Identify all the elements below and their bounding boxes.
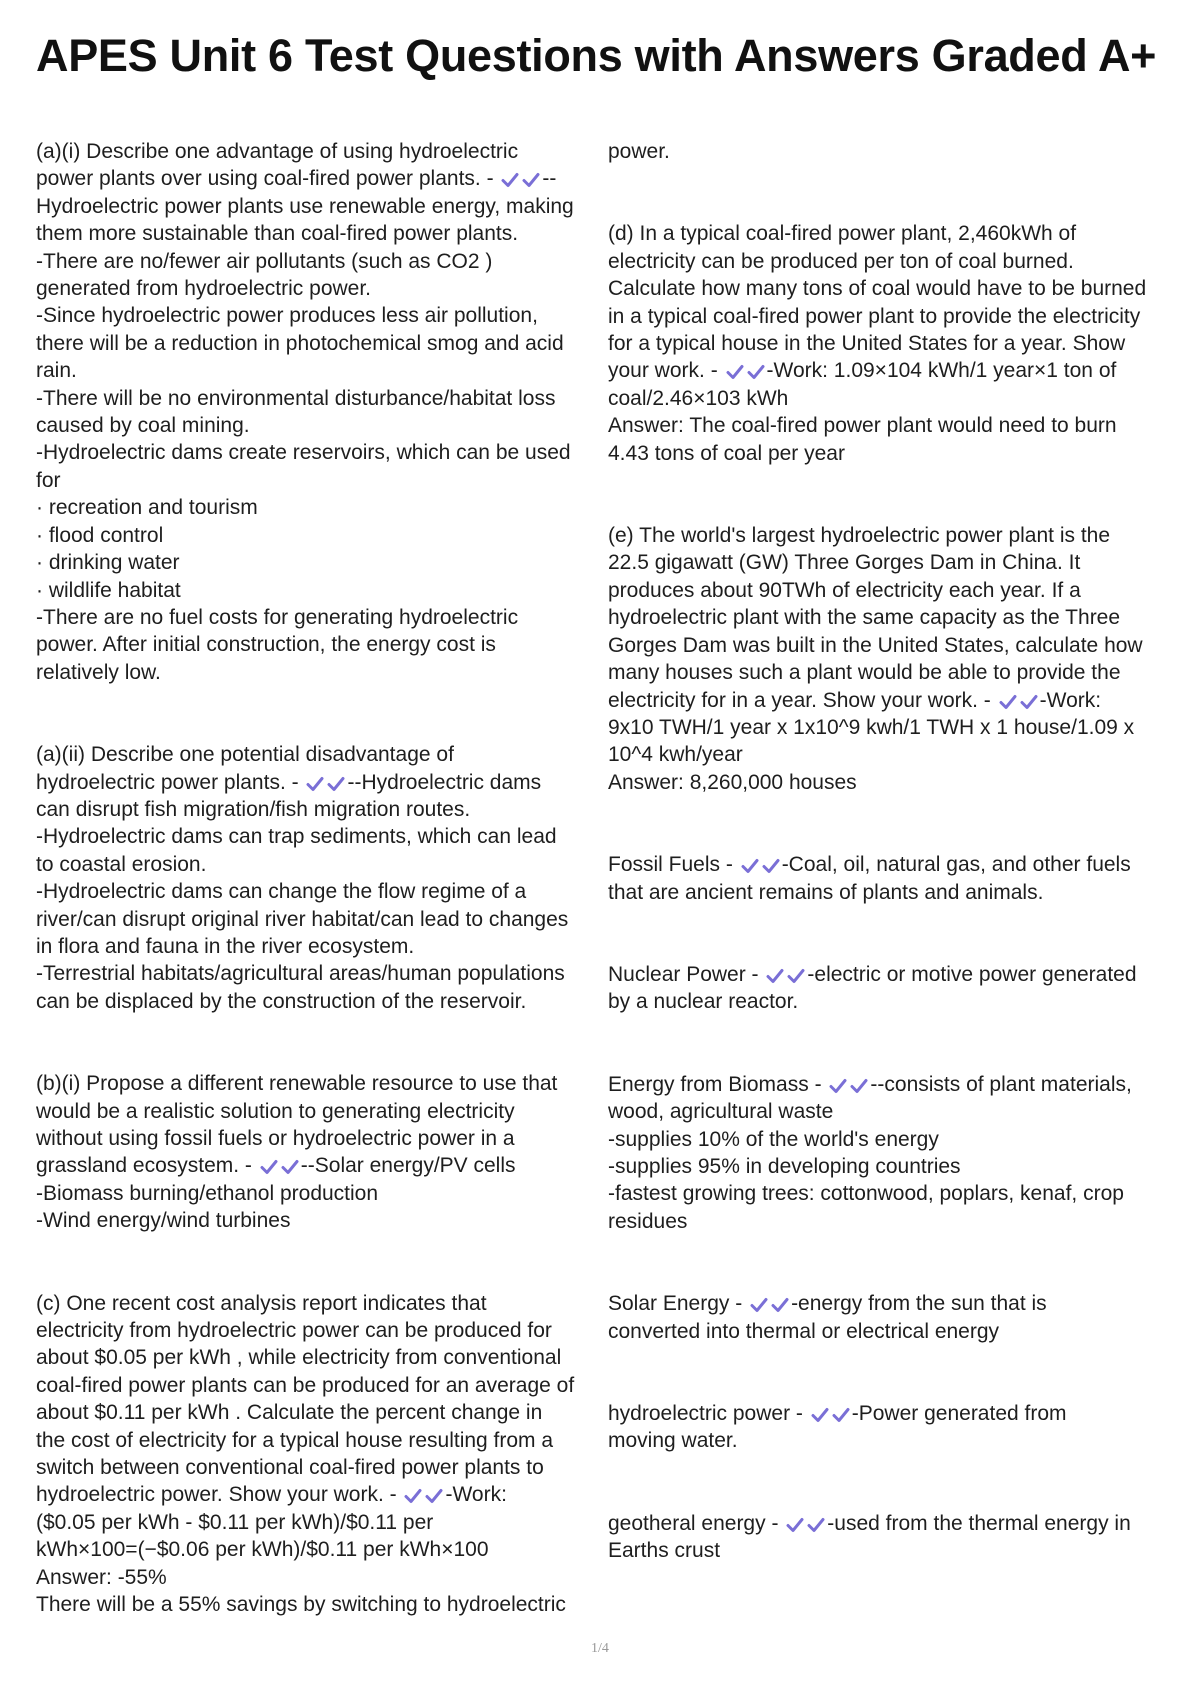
answer-text: -Power generated from bbox=[851, 1402, 1067, 1425]
page-title: APES Unit 6 Test Questions with Answers Graded A+ bbox=[36, 30, 1157, 81]
term-text: Solar Energy - bbox=[608, 1292, 749, 1316]
text-line: (a)(i) Describe one advantage of using hydroelectric bbox=[36, 140, 519, 163]
double-check-icon bbox=[786, 1517, 825, 1533]
text-line: without using fossil fuels or hydroelectric power in a bbox=[36, 1127, 515, 1150]
text-line: -Hydroelectric dams can trap sediments, which can lead bbox=[36, 825, 557, 849]
double-check-icon bbox=[501, 172, 540, 188]
text-line bbox=[608, 851, 1178, 878]
answer-text: --Hydroelectric dams bbox=[347, 770, 542, 794]
text-line: 9x10 TWH/1 year x 1x10^9 kwh/1 TWH x 1 house/1.09 x bbox=[608, 715, 1135, 739]
text-line: about $0.05 per kWh , while electricity from conventional bbox=[36, 1346, 562, 1370]
term-text: Nuclear Power - bbox=[608, 962, 765, 986]
text-line: 10^4 kwh/year bbox=[608, 743, 743, 767]
text-line: for a typical house in the United States for a year. Show bbox=[608, 332, 1126, 356]
answer-text: -electric or motive power generated bbox=[807, 962, 1137, 986]
text-line: the cost of electricity for a typical house resulting from a bbox=[36, 1428, 554, 1452]
text-line: can disrupt fish migration/fish migration routes. bbox=[36, 797, 471, 821]
text-line: caused by coal mining. bbox=[36, 414, 250, 438]
text-line: relatively low. bbox=[36, 660, 161, 684]
text-line: residues bbox=[608, 1209, 688, 1233]
text-line bbox=[608, 961, 1178, 988]
text-line: Hydroelectric power plants use renewable energy, making bbox=[36, 194, 574, 218]
answer-text: -energy from the sun that is bbox=[791, 1292, 1047, 1316]
text-line: -Since hydroelectric power produces less air pollution, bbox=[36, 304, 538, 328]
double-check-icon bbox=[811, 1407, 850, 1423]
text-line: -There are no/fewer air pollutants (such as CO2 ) bbox=[36, 249, 493, 273]
text-line: coal-fired power plants can be produced for an average of bbox=[36, 1373, 575, 1397]
text-line: there will be a reduction in photochemical smog and acid bbox=[36, 331, 564, 355]
text-line: Gorges Dam was built in the United States, calculate how bbox=[608, 633, 1143, 657]
text-line: There will be a 55% savings by switching to hydroelectric bbox=[36, 1593, 566, 1617]
text-line: many houses such a plant would be able to provide the bbox=[608, 661, 1121, 685]
double-check-icon bbox=[260, 1159, 299, 1175]
double-check-icon bbox=[766, 968, 805, 984]
term-text: power plants over using coal-fired power plants. - bbox=[36, 167, 500, 191]
answer-text: -Work: bbox=[1039, 688, 1102, 712]
text-line: river/can disrupt original river habitat/can lead to changes bbox=[36, 907, 569, 931]
text-line: -Wind energy/wind turbines bbox=[36, 1209, 291, 1233]
term-text: hydroelectric power. Show your work. - bbox=[36, 1483, 403, 1507]
left-column bbox=[36, 138, 604, 1674]
qa-entry bbox=[608, 1290, 1178, 1345]
qa-entry bbox=[36, 741, 604, 1015]
text-line bbox=[36, 1152, 604, 1179]
answer-text: --consists of plant materials, bbox=[870, 1072, 1132, 1096]
term-text: Fossil Fuels - bbox=[608, 853, 739, 877]
text-line: switch between conventional coal-fired power plants to bbox=[36, 1456, 544, 1480]
qa-entry bbox=[608, 1071, 1178, 1235]
text-line: · flood control bbox=[36, 523, 164, 547]
answer-text: --Solar energy/PV cells bbox=[300, 1154, 516, 1178]
page-number: 1/4 bbox=[591, 1641, 609, 1656]
text-line: Calculate how many tons of coal would have to be burned bbox=[608, 277, 1147, 301]
text-line bbox=[608, 1510, 1178, 1537]
term-text: hydroelectric power plants. - bbox=[36, 770, 305, 794]
text-line: · recreation and tourism bbox=[36, 496, 258, 520]
text-line: to coastal erosion. bbox=[36, 852, 207, 876]
text-line bbox=[36, 165, 604, 192]
text-line: would be a realistic solution to generating electricity bbox=[36, 1099, 515, 1123]
text-line bbox=[608, 1400, 1178, 1427]
term-text: your work. - bbox=[608, 359, 724, 383]
text-line: -Hydroelectric dams can change the flow regime of a bbox=[36, 880, 527, 904]
text-line: ($0.05 per kWh - $0.11 per kWh)/$0.11 per bbox=[36, 1510, 434, 1534]
text-line: in a typical coal-fired power plant to provide the electricity bbox=[608, 304, 1141, 328]
text-line: (e) The world's largest hydroelectric power plant is the bbox=[608, 524, 1111, 548]
double-check-icon bbox=[306, 776, 345, 792]
qa-entry bbox=[608, 220, 1178, 467]
text-line: (c) One recent cost analysis report indicates that bbox=[36, 1291, 487, 1315]
text-line: in flora and fauna in the river ecosystem. bbox=[36, 934, 415, 958]
text-line: Answer: -55% bbox=[36, 1565, 167, 1589]
text-line bbox=[608, 1290, 1178, 1317]
text-line: 4.43 tons of coal per year bbox=[608, 441, 845, 465]
text-line: coal/2.46×103 kWh bbox=[608, 386, 789, 410]
text-line: wood, agricultural waste bbox=[608, 1100, 834, 1124]
text-line bbox=[36, 769, 604, 796]
text-line: -Terrestrial habitats/agricultural areas/human populations bbox=[36, 962, 565, 986]
double-check-icon bbox=[999, 694, 1038, 710]
text-line bbox=[36, 1481, 604, 1508]
text-line: -Biomass burning/ethanol production bbox=[36, 1181, 379, 1205]
text-line: Earths crust bbox=[608, 1539, 721, 1563]
text-line: generated from hydroelectric power. bbox=[36, 277, 372, 301]
text-line: 22.5 gigawatt (GW) Three Gorges Dam in China. It bbox=[608, 551, 1081, 575]
double-check-icon bbox=[750, 1297, 789, 1313]
qa-entry bbox=[608, 522, 1178, 796]
term-text: hydroelectric power - bbox=[608, 1402, 809, 1425]
double-check-icon bbox=[741, 858, 780, 874]
text-line: -There are no fuel costs for generating hydroelectric bbox=[36, 605, 519, 629]
text-line: produces about 90TWh of electricity each year. If a bbox=[608, 578, 1081, 602]
text-line: electricity from hydroelectric power can be produced for bbox=[36, 1319, 552, 1343]
text-line: can be displaced by the construction of the reservoir. bbox=[36, 989, 527, 1013]
text-line: Answer: The coal-fired power plant would need to burn bbox=[608, 414, 1117, 438]
text-line: Answer: 8,260,000 houses bbox=[608, 770, 857, 794]
qa-entry bbox=[36, 1070, 604, 1234]
qa-entry bbox=[608, 961, 1178, 1016]
double-check-icon bbox=[404, 1488, 443, 1504]
text-line bbox=[608, 687, 1178, 714]
text-line: -Hydroelectric dams create reservoirs, which can be used bbox=[36, 441, 571, 465]
term-text: geotheral energy - bbox=[608, 1511, 785, 1535]
text-line: (b)(i) Propose a different renewable resource to use that bbox=[36, 1072, 558, 1096]
text-line: electricity can be produced per ton of coal burned. bbox=[608, 249, 1074, 273]
text-line: hydroelectric plant with the same capacity as the Three bbox=[608, 606, 1121, 630]
text-line: (a)(ii) Describe one potential disadvantage of bbox=[36, 743, 454, 767]
answer-text: -Work: bbox=[445, 1483, 507, 1507]
text-line bbox=[608, 357, 1178, 384]
qa-entry bbox=[36, 1290, 604, 1619]
text-line: (d) In a typical coal-fired power plant, 2,460kWh of bbox=[608, 222, 1077, 246]
qa-entry bbox=[608, 851, 1178, 906]
answer-text: -- bbox=[542, 167, 557, 191]
right-column bbox=[608, 138, 1178, 1620]
text-line: for bbox=[36, 468, 61, 492]
text-line bbox=[608, 1071, 1178, 1098]
text-line: power. After initial construction, the energy cost is bbox=[36, 633, 496, 657]
text-line: -There will be no environmental disturbance/habitat loss bbox=[36, 386, 556, 410]
text-line: them more sustainable than coal-fired power plants. bbox=[36, 222, 519, 246]
text-line: power. bbox=[608, 140, 670, 163]
qa-entry bbox=[608, 1510, 1178, 1565]
answer-text: -Work: 1.09×104 kWh/1 year×1 ton of bbox=[766, 359, 1117, 383]
text-line: that are ancient remains of plants and animals. bbox=[608, 880, 1044, 904]
double-check-icon bbox=[726, 364, 765, 380]
text-line: -supplies 95% in developing countries bbox=[608, 1154, 961, 1178]
text-line: rain. bbox=[36, 359, 77, 383]
term-text: Energy from Biomass - bbox=[608, 1072, 828, 1096]
answer-text: -used from the thermal energy in bbox=[827, 1511, 1131, 1535]
text-line: by a nuclear reactor. bbox=[608, 990, 799, 1014]
qa-entry bbox=[608, 1400, 1178, 1455]
qa-entry bbox=[36, 138, 604, 686]
text-line: kWh×100=(−$0.06 per kWh)/$0.11 per kWh×100 bbox=[36, 1538, 489, 1562]
text-line: converted into thermal or electrical energy bbox=[608, 1319, 1000, 1343]
text-line: moving water. bbox=[608, 1429, 738, 1453]
term-text: grassland ecosystem. - bbox=[36, 1154, 258, 1178]
text-line: -supplies 10% of the world's energy bbox=[608, 1127, 939, 1151]
text-line: · drinking water bbox=[36, 551, 180, 575]
text-line: -fastest growing trees: cottonwood, poplars, kenaf, crop bbox=[608, 1182, 1124, 1206]
term-text: electricity for in a year. Show your work. - bbox=[608, 688, 997, 712]
qa-entry bbox=[608, 138, 1178, 165]
text-line: · wildlife habitat bbox=[36, 578, 181, 602]
text-line: about $0.11 per kWh . Calculate the percent change in bbox=[36, 1401, 543, 1425]
answer-text: -Coal, oil, natural gas, and other fuels bbox=[781, 853, 1131, 877]
double-check-icon bbox=[829, 1078, 868, 1094]
